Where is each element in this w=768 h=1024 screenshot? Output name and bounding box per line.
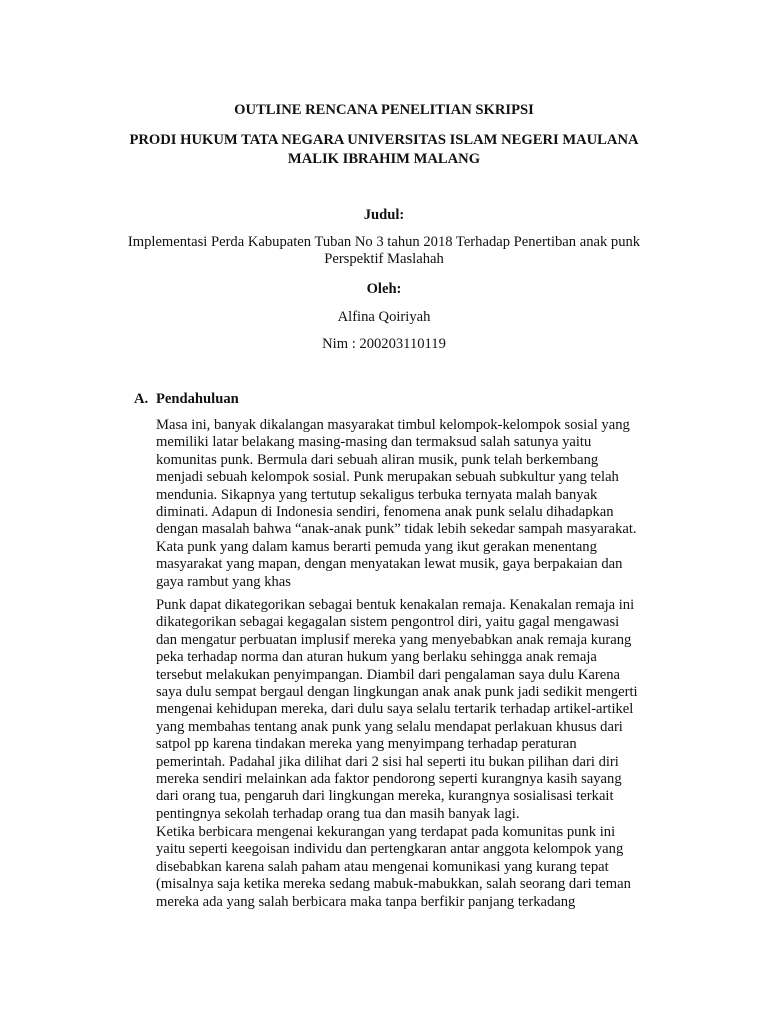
paragraph-3: Ketika berbicara mengenai kekurangan yang terdapat pada komunitas punk ini yaitu seperti keegoisan individu dan pertengkaran antar anggota kelompok yang disebabkan karena salah paham atau mengenai komunikasi yang kurang tepat (misalnya saja ketika mereka sedang mabuk-mabukkan, salah seorang dari teman mereka ada yang salah berbicara maka tanpa berfikir panjang terkadang <box>156 824 631 910</box>
judul-text-line2: Perspektif Maslahah <box>324 251 444 267</box>
judul-text-line1: Implementasi Perda Kabupaten Tuban No 3 tahun 2018 Terhadap Penertiban anak punk <box>127 234 641 250</box>
section-number: A. <box>134 391 149 407</box>
judul-label: Judul: <box>363 207 405 223</box>
document-subtitle-line2: MALIK IBRAHIM MALANG <box>287 151 481 167</box>
paragraph-1: Masa ini, banyak dikalangan masyarakat timbul kelompok-kelompok sosial yang memiliki latar belakang masing-masing dan termaksud salah satunya yaitu komunitas punk. Bermula dari sebuah aliran musik, punk telah berkembang menjadi sebuah kelompok sosial. Punk merupakan sebuah subkultur yang telah mendunia. Sikapnya yang tertutup sekaligus terbuka ternyata malah banyak diminati. Adapun di Indonesia sendiri, fenomena anak punk selalu dihadapkan dengan masalah bahwa “anak-anak punk” tidak lebih sekedar sampah masyarakat. Kata punk yang dalam kamus berarti pemuda yang ikut gerakan menentang masyarakat yang mapan, dengan menyatakan lewat musik, gaya berpakaian dan gaya rambut yang khas <box>156 417 637 590</box>
document-title: OUTLINE RENCANA PENELITIAN SKRIPSI <box>234 102 534 118</box>
paragraph-2: Punk dapat dikategorikan sebagai bentuk kenakalan remaja. Kenakalan remaja ini dikategorikan sebagai kegagalan sistem pengontrol diri, yaitu gagal mengawasi dan mengatur perbuatan implusif mereka yang menyebabkan anak remaja kurang peka terhadap norma dan aturan hukum yang berlaku sehingga anak remaja tersebut melakukan penyimpangan. Diambil dari pengalaman saya dulu Karena saya dulu sempat bergaul dengan lingkungan anak anak punk jadi sedikit mengerti mengenai kehidupan mereka, dari dulu saya selalu tertarik terhadap artikel-artikel yang membahas tentang anak punk yang selalu mendapat perlakuan khusus dari satpol pp karena tindakan mereka yang menyimpang terhadap peraturan pemerintah. Padahal jika dilihat dari 2 sisi hal seperti itu bukan pilihan dari diri mereka sendiri melainkan ada faktor pendorong seperti kurangnya kasih sayang dari orang tua, pengaruh dari lingkungan mereka, kurangnya sosialisasi terkait pentingnya sekolah terhadap orang tua dan masih banyak lagi. <box>156 597 638 822</box>
section-title: Pendahuluan <box>156 391 239 407</box>
author-name: Alfina Qoiriyah <box>337 309 431 325</box>
oleh-label: Oleh: <box>366 281 402 297</box>
document-subtitle-line1: PRODI HUKUM TATA NEGARA UNIVERSITAS ISLAM NEGERI MAULANA <box>129 132 639 148</box>
section-heading <box>134 390 239 409</box>
student-id: Nim : 200203110119 <box>322 336 446 352</box>
